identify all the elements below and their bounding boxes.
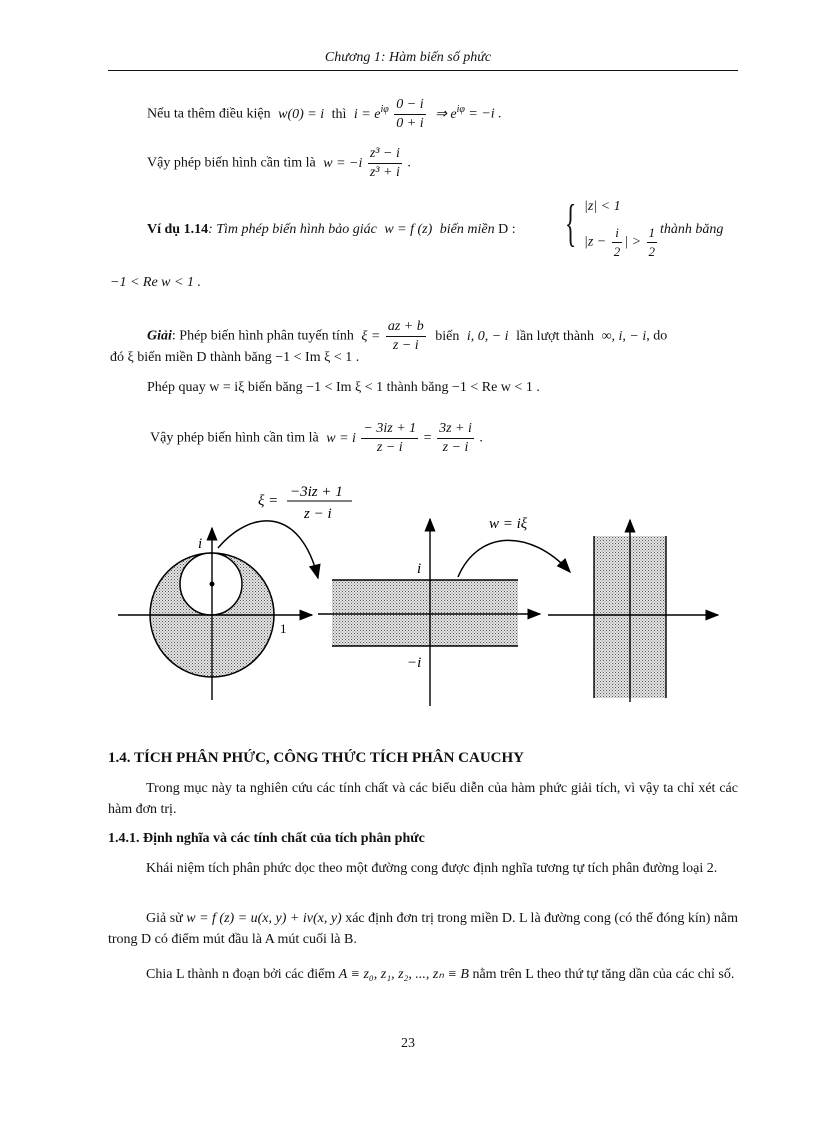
page-header: Chương 1: Hàm biến số phức: [324, 50, 492, 65]
denominator: 2: [648, 244, 656, 259]
brace: {: [565, 195, 577, 252]
rotation-line: Phép quay w = iξ biến băng −1 < Im ξ < 1 thành băng −1 < Re w < 1 .: [147, 380, 540, 395]
denominator: z − i: [376, 440, 403, 455]
text: .: [479, 430, 483, 446]
text: lần lượt thành: [516, 328, 595, 344]
fraction: [386, 318, 426, 355]
text: Vậy phép biến hình cần tìm là: [150, 430, 319, 446]
text: Nếu ta thêm điều kiện: [147, 106, 271, 122]
section-intro: Trong mục này ta nghiên cứu các tính chất và các biểu diễn của hàm phức giải tích, vì vậy ta chỉ xét các hàm đơn trị.: [108, 781, 738, 817]
text: biến miền: [439, 222, 495, 237]
map2-formula: w = iξ: [489, 516, 528, 532]
text: xác định đơn trị trong miền D. L là đường cong (có thể đóng kín) nằm trong D có điểm mút đầu là A mút cuối là B.: [108, 911, 738, 947]
paragraph-2: [108, 908, 738, 950]
math: w = i: [326, 430, 356, 446]
text: biến: [435, 328, 460, 344]
text: Vậy phép biến hình cần tìm là: [147, 155, 316, 171]
math: ξ =: [361, 328, 381, 344]
denominator: z − i: [442, 440, 469, 455]
text: .: [407, 155, 411, 171]
page-number: 23: [401, 1036, 415, 1051]
conformal-map-figure: [0, 470, 816, 710]
final-line: [150, 420, 483, 457]
horizontal-strip: [332, 580, 518, 646]
result-line: [147, 145, 411, 182]
fraction: [612, 224, 623, 261]
map-arrow-1: [218, 521, 318, 578]
numerator: z³ − i: [368, 145, 402, 164]
fraction: [647, 224, 658, 261]
text: : Phép biến hình phân tuyến tính: [171, 328, 354, 344]
condition-line: [147, 96, 502, 133]
math: i = e: [353, 106, 381, 122]
text: Chia L thành n đoạn bởi các điểm: [146, 967, 336, 982]
text: nằm trên L theo thứ tự tăng dần của các chỉ số.: [472, 967, 735, 982]
strip-condition: −1 < Re w < 1 .: [110, 275, 201, 290]
fraction: [437, 420, 474, 457]
numerator: 0 − i: [394, 96, 425, 115]
label-i: i: [417, 561, 422, 577]
math: ∞, i, − i: [601, 328, 647, 344]
solution-line-2: đó ξ biến miền D thành băng −1 < Im ξ < 1 .: [110, 350, 360, 365]
fraction: [368, 145, 402, 182]
math: A ≡ z₀, z₁, z₂, ..., zₙ ≡ B: [338, 967, 469, 982]
math: w = −i: [323, 155, 363, 171]
text: thì: [331, 106, 347, 122]
numerator: − 3iz + 1: [361, 420, 418, 439]
fraction: [394, 96, 425, 133]
denominator: z³ + i: [369, 165, 400, 180]
math: =: [423, 430, 432, 446]
numerator: 1: [647, 224, 658, 243]
paragraph-3: [108, 964, 738, 985]
map1-denominator: z − i: [304, 506, 332, 522]
xi-strip-panel: [318, 519, 540, 706]
math: w(0) = i: [278, 106, 325, 122]
denominator: z − i: [392, 338, 419, 353]
condition-2: [584, 224, 659, 261]
map1-lhs: ξ =: [258, 493, 279, 509]
text: Giả sử: [146, 911, 183, 926]
label-i: i: [198, 536, 203, 552]
math-sup: iφ: [456, 104, 465, 116]
numerator: az + b: [386, 318, 426, 337]
example-label: Ví dụ 1.14: [147, 222, 209, 237]
math: | >: [624, 234, 642, 250]
math-sup: iφ: [380, 104, 389, 116]
math: w = f (z) = u(x, y) + iv(x, y): [186, 911, 342, 926]
numerator: 3z + i: [437, 420, 474, 439]
denominator: 0 + i: [396, 116, 424, 131]
condition-1: |z| < 1: [584, 199, 621, 214]
math: = −i .: [468, 106, 502, 122]
map-arrow-2: [458, 540, 570, 577]
paragraph-1: Khái niệm tích phân phức dọc theo một đường cong được định nghĩa tương tự tích phân đường loại 2.: [146, 861, 718, 876]
fraction: [361, 420, 418, 457]
label-1: 1: [280, 621, 287, 636]
numerator: i: [612, 224, 623, 243]
domain-d-panel: [118, 528, 312, 700]
center-point: [210, 582, 215, 587]
math: i, 0, − i: [466, 328, 509, 344]
w-strip-panel: [548, 520, 718, 702]
text: , do: [646, 328, 668, 344]
text: : Tìm phép biến hình bảo giác: [208, 222, 377, 237]
section-title: 1.4. TÍCH PHÂN PHỨC, CÔNG THỨC TÍCH PHÂN CAUCHY: [108, 750, 524, 766]
subsection-title: 1.4.1. Định nghĩa và các tính chất của tích phân phức: [108, 831, 425, 846]
example-line: [147, 222, 516, 238]
text: thành băng: [660, 222, 724, 237]
math: ⇒ e: [435, 106, 457, 122]
math: w = f (z): [384, 222, 433, 237]
solution-label: Giải: [147, 328, 172, 344]
denominator: 2: [613, 244, 621, 259]
label-minus-i: −i: [407, 655, 422, 671]
header-rule: [108, 70, 738, 71]
map1-numerator: −3iz + 1: [290, 484, 343, 500]
math: |z −: [584, 234, 607, 250]
math: D :: [498, 222, 516, 237]
